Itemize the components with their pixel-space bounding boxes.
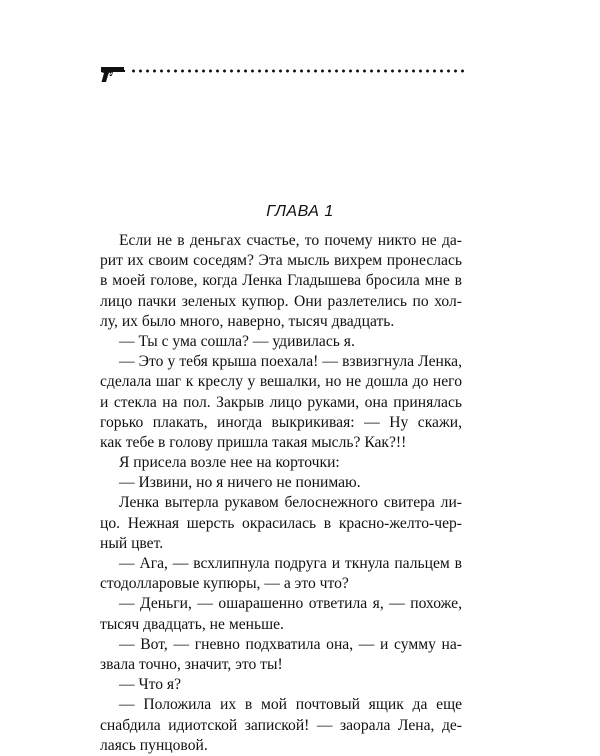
text-line: лаясь пунцовой. <box>100 736 208 754</box>
text-line: Если не в деньгах счастье, то почему никто не да- <box>119 232 462 249</box>
text-line: Ленка вытерла рукавом белоснежного свитера ли- <box>119 494 462 512</box>
text-line: как тебе в голову пришла такая мысль? Как?!! <box>100 433 407 451</box>
text-line: — Вот, — гневно подхватила она, — и сумму на- <box>119 635 462 653</box>
text-line: цо. Нежная шерсть окрасилась в красно-желто-чер- <box>100 514 462 532</box>
text-line: стодолларовые купюры, — а это что? <box>100 575 349 593</box>
text-line: — Ты с ума сошла? — удивилась я. <box>119 332 355 350</box>
text-line: Я присела возле нее на корточки: <box>119 454 340 472</box>
text-line: лу, их было много, наверно, тысяч двадцать. <box>100 312 395 330</box>
text-line: — Положила их в мой почтовый ящик да еще <box>119 696 462 714</box>
text-line: — Что я? <box>119 676 182 694</box>
text-line: снабдила идиотской запиской! — заорала Лена, де- <box>100 716 462 734</box>
text-line: горько плакать, иногда выкрикивая: — Ну скажи, <box>100 413 462 431</box>
text-line: лицо пачки зеленых купюр. Они разлетелись по хол- <box>100 292 462 310</box>
pistol-icon <box>100 62 126 86</box>
text-line: звала точно, значит, это ты! <box>100 655 283 673</box>
text-line: рит их своим соседям? Эта мысль вихрем пронеслась <box>100 252 462 270</box>
body-text <box>100 231 462 756</box>
text-line: — Деньги, — ошарашенно ответила я, — похоже, <box>119 595 462 613</box>
text-line: ный цвет. <box>100 534 164 552</box>
text-line: — Это у тебя крыша поехала! — взвизгнула Ленка, <box>119 353 462 371</box>
text-line: сделала шаг к креслу у вешалки, но не дошла до него <box>100 373 462 391</box>
text-line: и стекла на пол. Закрыв лицо руками, она принялась <box>100 393 462 411</box>
header-ornament <box>100 62 470 88</box>
chapter-title: ГЛАВА 1 <box>266 203 334 220</box>
text-line: — Ага, — всхлипнула подруга и ткнула пальцем в <box>119 555 462 572</box>
dotted-rule <box>130 69 468 73</box>
text-line: — Извини, но я ничего не понимаю. <box>119 474 361 492</box>
text-line: тысяч двадцать, не меньше. <box>100 615 284 633</box>
text-line: в моей голове, когда Ленка Гладышева бросила мне в <box>100 272 462 290</box>
